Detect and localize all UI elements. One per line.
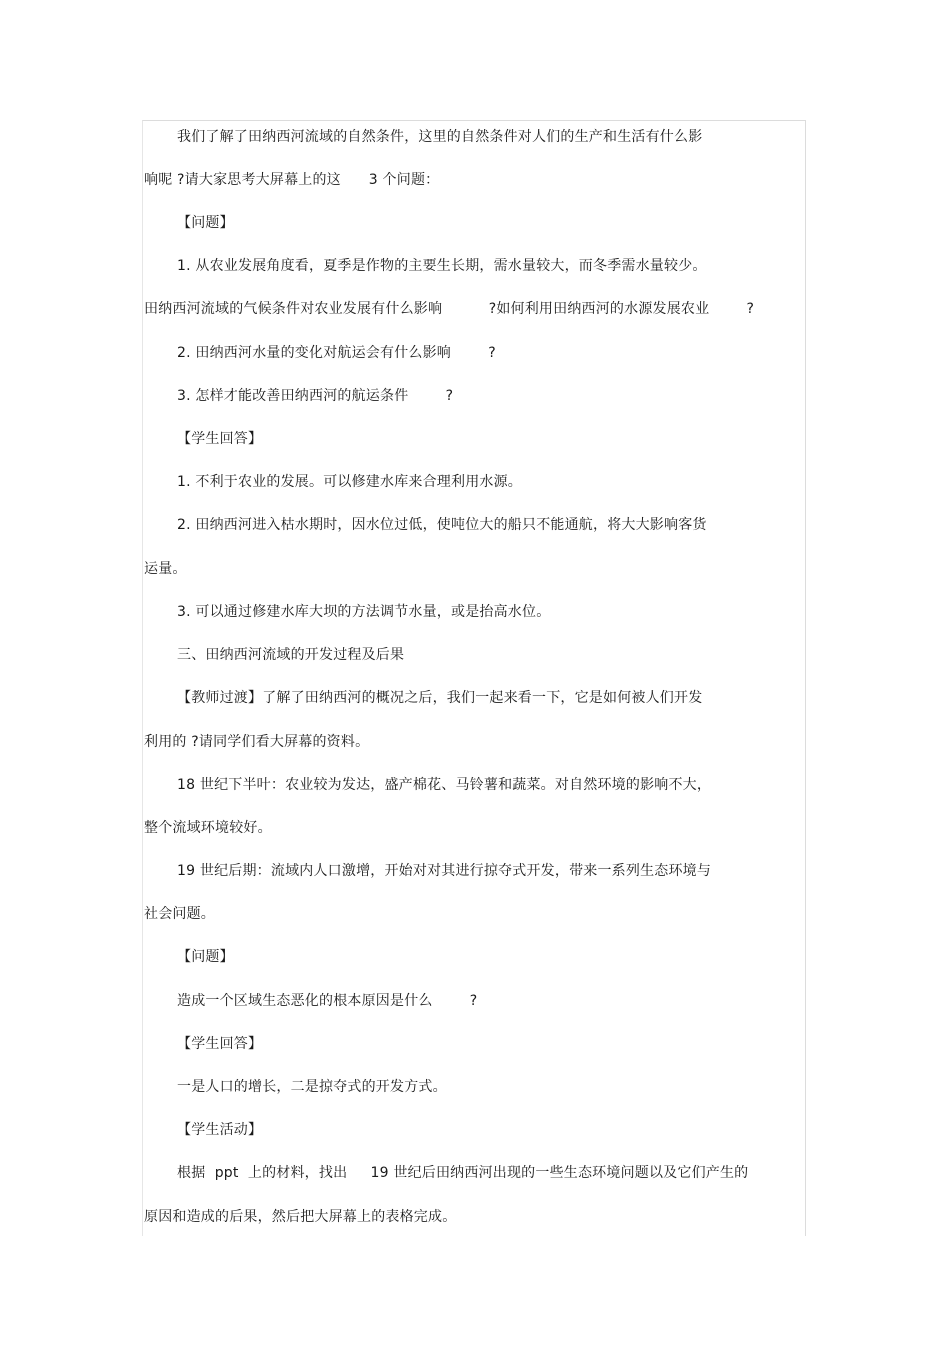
paragraph-line: 原因和造成的后果，然后把大屏幕上的表格完成。: [144, 1209, 457, 1225]
section-label: 【学生回答】: [177, 431, 263, 447]
section-label: 【学生活动】: [177, 1122, 263, 1138]
paragraph-line: 3. 可以通过修建水库大坝的方法调节水量，或是抬高水位。: [177, 604, 551, 620]
section-heading: 三、田纳西河流域的开发过程及后果: [177, 647, 405, 663]
paragraph-line: 1. 不利于农业的发展。可以修建水库来合理利用水源。: [177, 474, 523, 490]
paragraph-line: 19 世纪后期：流域内人口激增，开始对对其进行掠夺式开发，带来一系列生态环境与: [177, 863, 712, 879]
paragraph-line: 18 世纪下半叶：农业较为发达，盛产棉花、马铃薯和蔬菜。对自然环境的影响不大，: [177, 777, 712, 793]
paragraph-line: 田纳西河流域的气候条件对农业发展有什么影响 ?如何利用田纳西河的水源发展农业 ?: [144, 301, 755, 317]
paragraph-line: 一是人口的增长，二是掠夺式的开发方式。: [177, 1079, 447, 1095]
paragraph-line: 运量。: [144, 561, 187, 577]
paragraph-line: 2. 田纳西河水量的变化对航运会有什么影响 ?: [177, 345, 496, 361]
section-label: 【问题】: [177, 949, 234, 965]
paragraph-line: 我们了解了田纳西河流域的自然条件，这里的自然条件对人们的生产和生活有什么影: [177, 129, 703, 145]
paragraph-line: 造成一个区域生态恶化的根本原因是什么 ?: [177, 993, 478, 1009]
paragraph-line: 根据 ppt 上的材料，找出 19 世纪后田纳西河出现的一些生态环境问题以及它们产生的: [177, 1165, 749, 1181]
paragraph-line: 利用的 ?请同学们看大屏幕的资料。: [144, 734, 370, 750]
section-label: 【问题】: [177, 215, 234, 231]
paragraph-line: 【教师过渡】了解了田纳西河的概况之后，我们一起来看一下，它是如何被人们开发: [177, 690, 703, 706]
paragraph-line: 整个流域环境较好。: [144, 820, 272, 836]
paragraph-line: 3. 怎样才能改善田纳西河的航运条件 ?: [177, 388, 454, 404]
section-label: 【学生回答】: [177, 1036, 263, 1052]
paragraph-line: 响呢 ?请大家思考大屏幕上的这 3 个问题：: [144, 172, 440, 188]
paragraph-line: 社会问题。: [144, 906, 215, 922]
paragraph-line: 2. 田纳西河进入枯水期时，因水位过低，使吨位大的船只不能通航，将大大影响客货: [177, 517, 707, 533]
paragraph-line: 1. 从农业发展角度看，夏季是作物的主要生长期，需水量较大，而冬季需水量较少。: [177, 258, 707, 274]
page-frame: [142, 120, 806, 1236]
